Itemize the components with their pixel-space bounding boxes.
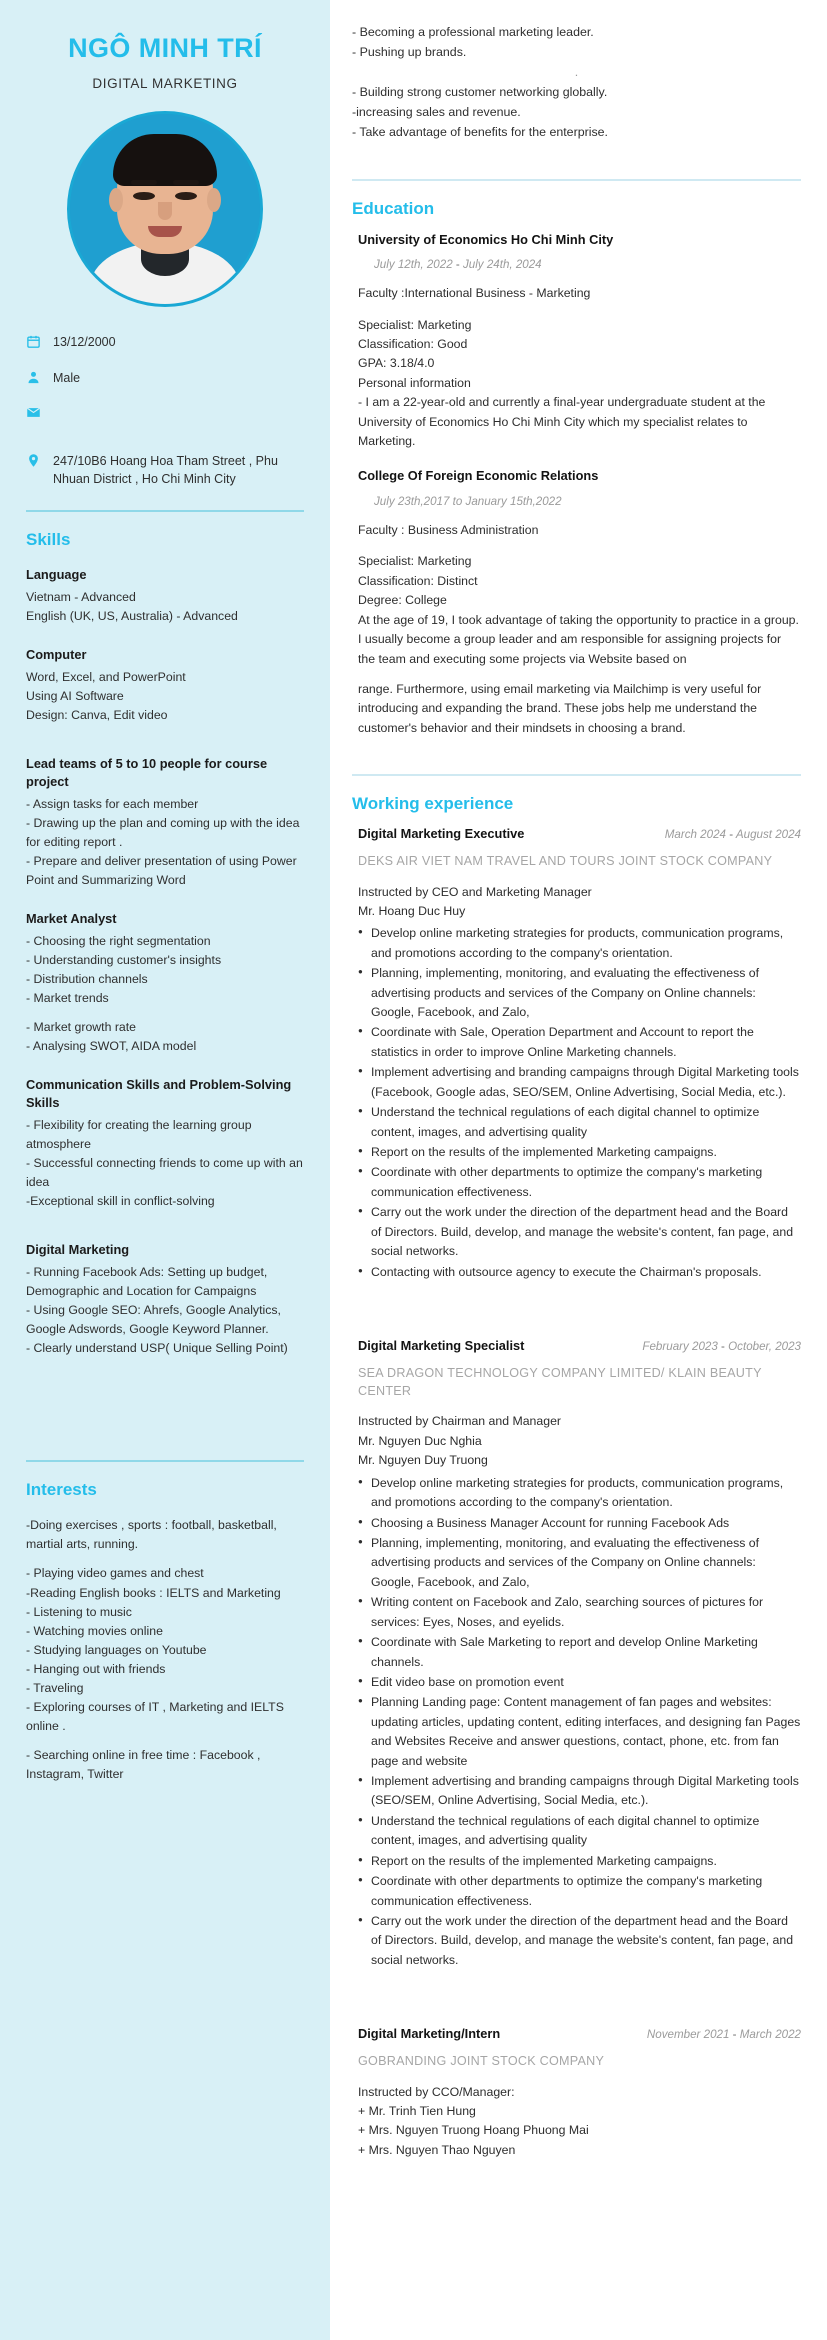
education-detail: Classification: Distinct <box>358 573 478 588</box>
education-school: College Of Foreign Economic Relations <box>358 468 599 484</box>
interest-item: -Reading English books : IELTS and Marketing <box>26 1585 281 1600</box>
experience-supervisor: Mr. Nguyen Duy Truong <box>358 1453 488 1468</box>
experience-bullet: ● Writing content on Facebook and Zalo, searching sources of pictures for services: Eyes, Noses, and eyelids. <box>358 1593 801 1632</box>
avatar-wrapper <box>26 111 304 307</box>
experience-header <box>352 2026 801 2041</box>
experience-supervisor: Mr. Nguyen Duc Nghia <box>358 1433 482 1448</box>
education-item <box>352 467 801 738</box>
experience-bullet: ● Report on the results of the implemented Marketing campaigns. <box>358 1143 801 1162</box>
sidebar <box>0 0 330 2340</box>
summary-section <box>352 22 801 143</box>
experience-dates <box>647 2028 801 2041</box>
skill-group-computer <box>26 646 304 725</box>
experience-header <box>352 1338 801 1353</box>
skill-group-communication <box>26 1076 304 1211</box>
education-faculty: Faculty :International Business - Marketing <box>358 286 591 301</box>
interests-list <box>26 1516 304 1784</box>
skill-line: - Flexibility for creating the learning group atmosphere <box>26 1117 252 1152</box>
content-divider-education <box>352 179 801 181</box>
experience-supervisor: + Mr. Trinh Tien Hung <box>358 2103 476 2118</box>
experience-bullet: ● Planning, implementing, monitoring, and evaluating the effectiveness of advertising products and services of the Company on Online channels: Google, Facebook, and Zalo, <box>358 964 801 1022</box>
portrait-brow-left <box>131 180 157 185</box>
interest-item: - Exploring courses of IT , Marketing and IELTS online . <box>26 1699 284 1733</box>
portrait-hair <box>113 134 217 186</box>
experience-bullet: ● Carry out the work under the direction of the department head and the Board of Directors. Build, develop, and manage the website's content, fan page, and social networks. <box>358 1203 801 1261</box>
education-section <box>352 199 801 739</box>
skill-line: - Running Facebook Ads: Setting up budget, Demographic and Location for Campaigns <box>26 1265 268 1299</box>
skill-line: Design: Canva, Edit video <box>26 707 168 722</box>
experience-dates <box>642 1340 801 1353</box>
interest-item: - Listening to music <box>26 1604 132 1619</box>
experience-subhead: Instructed by CEO and Marketing Manager <box>358 884 592 899</box>
skill-line: -Exceptional skill in conflict-solving <box>26 1194 215 1209</box>
interest-item: - Hanging out with friends <box>26 1661 166 1676</box>
skill-group-heading: Market Analyst <box>26 910 117 926</box>
experience-subhead: Instructed by CCO/Manager: <box>358 2084 515 2099</box>
content-divider-experience <box>352 774 801 776</box>
summary-line: - Becoming a professional marketing leader. <box>352 25 594 39</box>
education-item <box>352 231 801 452</box>
experience-section <box>352 794 801 2160</box>
address-value: 247/10B6 Hoang Hoa Tham Street , Phu Nhuan District , Ho Chi Minh City <box>53 453 278 486</box>
education-section-title: Education <box>352 198 435 218</box>
experience-header <box>352 826 801 841</box>
skill-line: - Assign tasks for each member <box>26 796 199 811</box>
experience-date-start: November 2021 <box>646 2028 730 2042</box>
experience-date-separator: - <box>729 828 734 842</box>
contact-row-birthdate <box>26 333 304 354</box>
spacer <box>26 1231 304 1241</box>
skill-group-heading: Digital Marketing <box>26 1242 130 1258</box>
main-content <box>330 0 827 2340</box>
education-dates <box>352 495 801 508</box>
skill-group-market-analyst <box>26 910 304 1056</box>
calendar-icon <box>26 334 42 354</box>
interest-item: - Searching online in free time : Facebook , Instagram, Twitter <box>26 1747 261 1781</box>
experience-date-end: October, 2023 <box>728 1339 801 1353</box>
skill-group-heading: Communication Skills and Problem-Solving Skills <box>26 1077 292 1111</box>
education-detail: Specialist: Marketing <box>358 317 472 332</box>
skill-line: - Clearly understand USP( Unique Selling Point) <box>26 1341 288 1356</box>
skill-line: Word, Excel, and PowerPoint <box>26 669 186 684</box>
experience-date-end: August 2024 <box>735 828 801 842</box>
contact-list <box>26 333 304 488</box>
experience-item <box>352 826 801 1282</box>
skill-group-heading: Language <box>26 566 87 582</box>
experience-item <box>352 2026 801 2160</box>
education-school: University of Economics Ho Chi Minh City <box>358 231 614 247</box>
experience-date-start: February 2023 <box>642 1339 718 1353</box>
skill-group-language <box>26 566 304 626</box>
mail-icon <box>26 405 42 425</box>
experience-bullets <box>352 924 801 1282</box>
experience-bullet: ● Choosing a Business Manager Account for running Facebook Ads <box>358 1514 801 1533</box>
experience-bullet: ● Coordinate with Sale Marketing to report and develop Online Marketing channels. <box>358 1633 801 1672</box>
experience-bullet: ● Report on the results of the implemented Marketing campaigns. <box>358 1852 801 1871</box>
education-dates <box>352 258 801 271</box>
skill-group-heading: Computer <box>26 646 87 662</box>
experience-bullet: ● Coordinate with other departments to optimize the company's marketing communication effectiveness. <box>358 1163 801 1202</box>
experience-role: Digital Marketing/Intern <box>358 2026 501 2042</box>
skill-line: - Successful connecting friends to come up with an idea <box>26 1156 303 1190</box>
sidebar-divider-interests <box>26 1460 304 1462</box>
skill-line: Vietnam - Advanced <box>26 589 136 604</box>
skill-line: - Prepare and deliver presentation of using Power Point and Summarizing Word <box>26 853 297 887</box>
skill-line: - Choosing the right segmentation <box>26 933 211 948</box>
summary-line: - Building strong customer networking globally. <box>352 85 608 100</box>
spacer <box>26 1378 304 1438</box>
portrait-nose <box>158 202 172 220</box>
experience-company: DEKS AIR VIET NAM TRAVEL AND TOURS JOINT STOCK COMPANY <box>358 854 773 869</box>
education-date-start: July 12th, 2022 <box>374 258 453 272</box>
contact-row-email[interactable] <box>26 404 304 438</box>
interest-item: -Doing exercises , sports : football, basketball, martial arts, running. <box>26 1518 277 1552</box>
experience-bullet: ● Coordinate with Sale, Operation Department and Account to report the statistics in order to improve Online Marketing channels. <box>358 1023 801 1062</box>
experience-bullet: ● Implement advertising and branding campaigns through Digital Marketing tools (Facebook, Google adas, SEO/SEM, Online Advertising, Social Media, etc.). <box>358 1063 801 1102</box>
spacer <box>352 1996 801 2026</box>
skill-line: - Market growth rate <box>26 1020 137 1035</box>
birthdate-value: 13/12/2000 <box>53 335 116 350</box>
education-detail: - I am a 22-year-old and currently a final-year undergraduate student at the University of Economics Ho Chi Minh City which my specialist relates to Marketing. <box>358 395 766 449</box>
sidebar-divider-skills <box>26 510 304 512</box>
experience-bullet: ● Understand the technical regulations of each digital channel to optimize content, images, and advertising quality <box>358 1103 801 1142</box>
education-detail: Personal information <box>358 375 471 390</box>
education-date-start: July 23th,2017 to January 15th,2022 <box>374 495 562 509</box>
experience-bullet: ● Contacting with outsource agency to execute the Chairman's proposals. <box>358 1263 801 1282</box>
experience-supervisor: + Mrs. Nguyen Thao Nguyen <box>358 2142 516 2157</box>
experience-date-separator: - <box>721 1339 725 1353</box>
gender-value: Male <box>53 370 81 385</box>
spacer <box>26 1554 304 1564</box>
summary-line: - Take advantage of benefits for the enterprise. <box>352 125 609 140</box>
experience-bullet: ● Carry out the work under the direction of the department head and the Board of Directors. Build, develop, and manage the website's content, fan page, and social networks. <box>358 1912 801 1970</box>
contact-row-gender <box>26 369 304 390</box>
interest-item: - Traveling <box>26 1680 84 1695</box>
spacer <box>26 745 304 755</box>
skill-line: - Distribution channels <box>26 971 148 986</box>
contact-row-address <box>26 452 304 488</box>
skill-line: - Drawing up the plan and coming up with the idea for editing report . <box>26 815 300 849</box>
summary-line: - Pushing up brands. <box>352 45 467 60</box>
experience-bullets <box>352 1474 801 1971</box>
profile-subtitle: DIGITAL MARKETING <box>92 76 238 92</box>
experience-dates <box>665 828 801 841</box>
experience-company: SEA DRAGON TECHNOLOGY COMPANY LIMITED/ KLAIN BEAUTY CENTER <box>358 1365 762 1399</box>
spacer <box>352 1308 801 1338</box>
experience-subhead: Instructed by Chairman and Manager <box>358 1414 562 1429</box>
education-faculty: Faculty : Business Administration <box>358 523 539 538</box>
avatar <box>67 111 263 307</box>
experience-bullet: ● Planning Landing page: Content management of fan pages and websites: updating articles, updating content, editing interfaces, and designing fan Pages and Websites Receive and answer questions, contact, phone, etc. from fan page and website <box>358 1693 801 1771</box>
interest-item: - Studying languages on Youtube <box>26 1642 207 1657</box>
interest-item: - Playing video games and chest <box>26 1566 204 1581</box>
education-detail: Classification: Good <box>358 336 468 351</box>
experience-bullet: ● Implement advertising and branding campaigns through Digital Marketing tools (SEO/SEM, Online Advertising, Social Media, etc.). <box>358 1772 801 1811</box>
education-paragraph: range. Furthermore, using email marketing via Mailchimp is very useful for introducing and expanding the brand. These jobs help me understand the customer's behavior and their mindsets in choosing a brand. <box>358 681 762 735</box>
education-detail: Specialist: Marketing <box>358 554 472 569</box>
experience-bullet: ● Develop online marketing strategies for products, communication programs, and promotions according to the company's orientation. <box>358 924 801 963</box>
experience-bullet: ● Planning, implementing, monitoring, and evaluating the effectiveness of advertising products and services of the Company on Online channels: Google, Facebook, and Zalo, <box>358 1534 801 1592</box>
experience-item <box>352 1338 801 1970</box>
skill-line: - Using Google SEO: Ahrefs, Google Analytics, Google Adswords, Google Keyword Planner. <box>26 1303 281 1337</box>
skill-line: Using AI Software <box>26 688 124 703</box>
interests-section-title: Interests <box>26 1480 97 1500</box>
location-icon <box>26 453 42 473</box>
experience-date-start: March 2024 <box>664 828 726 842</box>
experience-company: GOBRANDING JOINT STOCK COMPANY <box>358 2054 605 2069</box>
experience-section-title: Working experience <box>352 794 514 814</box>
experience-supervisor: + Mrs. Nguyen Truong Hoang Phuong Mai <box>358 2123 589 2138</box>
summary-line: . <box>574 65 579 80</box>
spacer <box>26 1008 304 1018</box>
education-detail: GPA: 3.18/4.0 <box>358 356 435 371</box>
experience-supervisor: Mr. Hoang Duc Huy <box>358 903 466 918</box>
person-icon <box>26 370 42 390</box>
skill-line: - Market trends <box>26 991 109 1006</box>
page-title: NGÔ MINH TRÍ <box>68 33 262 63</box>
experience-date-end: March 2022 <box>739 2028 801 2042</box>
experience-date-separator: - <box>732 2028 737 2042</box>
education-date-end: July 24th, 2024 <box>462 258 542 272</box>
experience-bullet: ● Coordinate with other departments to optimize the company's marketing communication effectiveness. <box>358 1872 801 1911</box>
spacer <box>26 1736 304 1746</box>
education-date-separator: - <box>455 258 460 272</box>
experience-bullet: ● Edit video base on promotion event <box>358 1673 801 1692</box>
skill-group-heading: Lead teams of 5 to 10 people for course project <box>26 755 268 789</box>
skill-group-digital-marketing <box>26 1241 304 1358</box>
skill-group-lead-teams <box>26 755 304 890</box>
skill-line: - Understanding customer's insights <box>26 952 222 967</box>
education-detail: Degree: College <box>358 593 447 608</box>
education-detail: At the age of 19, I took advantage of taking the opportunity to practice in a group. I usually become a group leader and am responsible for assigning projects for the team and executing some projects via Website based on <box>358 612 799 666</box>
interest-item: - Watching movies online <box>26 1623 163 1638</box>
experience-bullet: ● Develop online marketing strategies for products, communication programs, and promotions according to the company's orientation. <box>358 1474 801 1513</box>
skill-line: English (UK, US, Australia) - Advanced <box>26 608 238 623</box>
experience-role: Digital Marketing Executive <box>358 826 525 842</box>
portrait-brow-right <box>173 180 199 185</box>
skill-line: - Analysing SWOT, AIDA model <box>26 1039 197 1054</box>
skills-section-title: Skills <box>26 529 71 549</box>
experience-role: Digital Marketing Specialist <box>358 1337 525 1353</box>
experience-bullet: ● Understand the technical regulations of each digital channel to optimize content, images, and advertising quality <box>358 1812 801 1851</box>
summary-line: -increasing sales and revenue. <box>352 105 521 120</box>
